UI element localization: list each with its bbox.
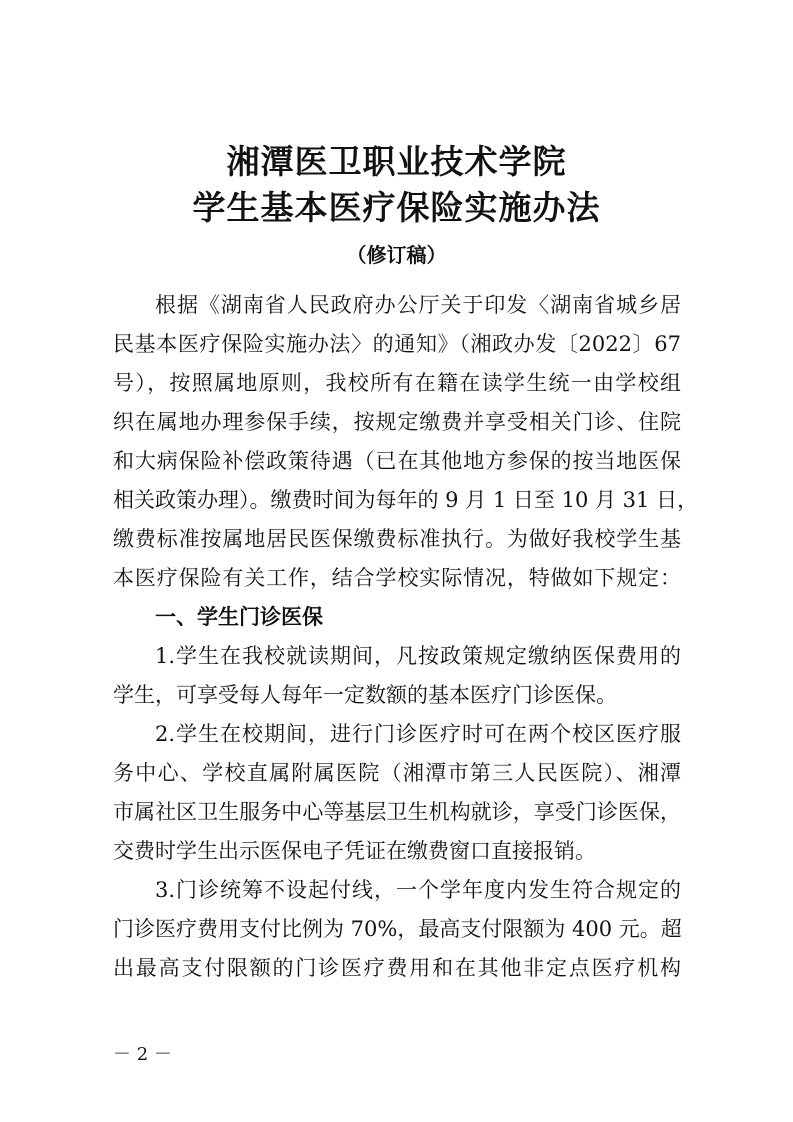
intro-line: 相关政策办理）。缴费时间为每年的 9 月 1 日至 10 月 31 日， xyxy=(113,488,699,512)
item-3-line: 3.门诊统筹不设起付线，一个学年度内发生符合规定的 xyxy=(155,878,681,902)
item-3-line: 门诊医疗费用支付比例为 70%，最高支付限额为 400 元。超 xyxy=(113,917,682,941)
document-subtitle: （修订稿） xyxy=(346,243,447,267)
intro-line: 缴费标准按属地居民医保缴费标准执行。为做好我校学生基 xyxy=(113,527,681,551)
intro-line: 本医疗保险有关工作，结合学校实际情况，特做如下规定： xyxy=(113,566,681,590)
intro-line: 根据《湖南省人民政府办公厅关于印发〈湖南省城乡居 xyxy=(155,293,681,317)
item-3-line: 出最高支付限额的门诊医疗费用和在其他非定点医疗机构 xyxy=(113,956,681,980)
intro-line: 民基本医疗保险实施办法〉的通知》（湘政办发〔2022〕67 xyxy=(113,332,681,356)
document-title-line-2: 学生基本医疗保险实施办法 xyxy=(192,188,601,227)
section-1-heading: 一、学生门诊医保 xyxy=(155,605,323,629)
intro-line: 号），按照属地原则，我校所有在籍在读学生统一由学校组 xyxy=(113,371,681,395)
intro-line: 和大病保险补偿政策待遇（已在其他地方参保的按当地医保 xyxy=(113,449,681,473)
document-title-line-1: 湘潭医卫职业技术学院 xyxy=(226,142,567,181)
item-1-line: 1.学生在我校就读期间，凡按政策规定缴纳医保费用的 xyxy=(155,644,681,668)
item-2-line: 务中心、学校直属附属医院（湘潭市第三人民医院）、湘潭 xyxy=(113,761,681,785)
item-1-line: 学生，可享受每人每年一定数额的基本医疗门诊医保。 xyxy=(113,683,617,707)
item-2-line: 市属社区卫生服务中心等基层卫生机构就诊，享受门诊医保， xyxy=(113,800,681,824)
item-2-line: 2.学生在校期间，进行门诊医疗时可在两个校区医疗服 xyxy=(155,722,681,746)
page-number: － 2 － xyxy=(113,1044,172,1065)
intro-line: 织在属地办理参保手续，按规定缴费并享受相关门诊、住院 xyxy=(113,410,681,434)
item-2-line: 交费时学生出示医保电子凭证在缴费窗口直接报销。 xyxy=(113,839,596,863)
